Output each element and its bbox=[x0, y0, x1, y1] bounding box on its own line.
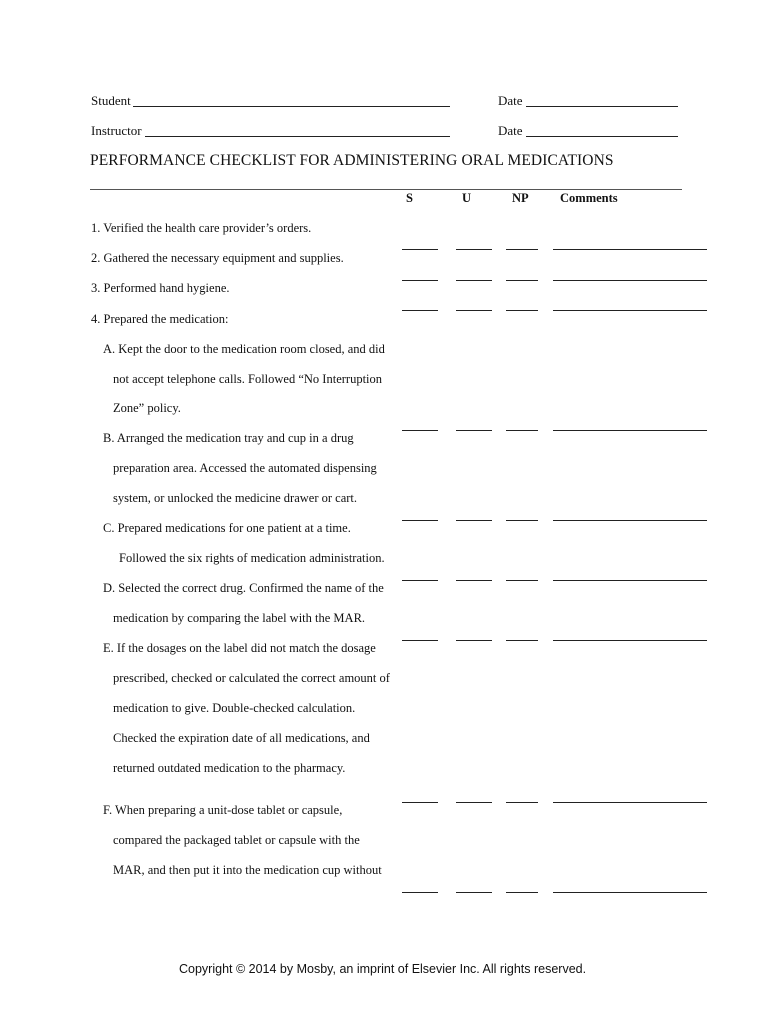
checklist-line: Zone” policy. bbox=[113, 401, 181, 415]
copyright-footer: Copyright © 2014 by Mosby, an imprint of Elsevier Inc. All rights reserved. bbox=[179, 962, 587, 976]
s-rating-blank[interactable] bbox=[402, 802, 438, 803]
checklist-line: 2. Gathered the necessary equipment and supplies. bbox=[91, 251, 344, 265]
comments-blank[interactable] bbox=[553, 520, 707, 521]
checklist-line: system, or unlocked the medicine drawer or cart. bbox=[113, 491, 358, 505]
checklist-line: E. If the dosages on the label did not match the dosage bbox=[103, 641, 376, 655]
checklist-line: Checked the expiration date of all medications, and bbox=[113, 731, 370, 745]
u-rating-blank[interactable] bbox=[456, 520, 492, 521]
checklist-line: medication to give. Double-checked calculation. bbox=[113, 701, 356, 715]
u-rating-blank[interactable] bbox=[456, 892, 492, 893]
u-rating-blank[interactable] bbox=[456, 802, 492, 803]
checklist-line: B. Arranged the medication tray and cup in a drug bbox=[103, 431, 354, 445]
np-rating-blank[interactable] bbox=[506, 802, 538, 803]
comments-blank[interactable] bbox=[553, 280, 707, 281]
column-header-comments: Comments bbox=[560, 191, 618, 205]
comments-blank[interactable] bbox=[553, 640, 707, 641]
column-header-s: S bbox=[406, 191, 413, 205]
u-rating-blank[interactable] bbox=[456, 580, 492, 581]
checklist-line: 3. Performed hand hygiene. bbox=[91, 281, 230, 295]
checklist-line: 1. Verified the health care provider’s orders. bbox=[91, 221, 312, 235]
s-rating-blank[interactable] bbox=[402, 310, 438, 311]
instructor-label: Instructor bbox=[91, 123, 142, 138]
column-header-np: NP bbox=[512, 191, 529, 205]
np-rating-blank[interactable] bbox=[506, 892, 538, 893]
date-field-1[interactable] bbox=[526, 106, 678, 107]
s-rating-blank[interactable] bbox=[402, 580, 438, 581]
checklist-line: compared the packaged tablet or capsule with the bbox=[113, 833, 360, 847]
date-field-2[interactable] bbox=[526, 136, 678, 137]
checklist-line: D. Selected the correct drug. Confirmed the name of the bbox=[103, 581, 384, 595]
u-rating-blank[interactable] bbox=[456, 310, 492, 311]
checklist-line: A. Kept the door to the medication room closed, and did bbox=[103, 342, 385, 356]
student-label: Student bbox=[91, 93, 131, 108]
checklist-line: returned outdated medication to the pharmacy. bbox=[113, 761, 346, 775]
checklist-line: 4. Prepared the medication: bbox=[91, 312, 229, 326]
comments-blank[interactable] bbox=[553, 580, 707, 581]
comments-blank[interactable] bbox=[553, 430, 707, 431]
s-rating-blank[interactable] bbox=[402, 640, 438, 641]
checklist-line: preparation area. Accessed the automated dispensing bbox=[113, 461, 377, 475]
np-rating-blank[interactable] bbox=[506, 430, 538, 431]
student-field[interactable] bbox=[133, 106, 450, 107]
u-rating-blank[interactable] bbox=[456, 640, 492, 641]
u-rating-blank[interactable] bbox=[456, 430, 492, 431]
np-rating-blank[interactable] bbox=[506, 640, 538, 641]
s-rating-blank[interactable] bbox=[402, 892, 438, 893]
page-title: PERFORMANCE CHECKLIST FOR ADMINISTERING ORAL MEDICATIONS bbox=[90, 152, 614, 169]
checklist-line: F. When preparing a unit-dose tablet or capsule, bbox=[103, 803, 343, 817]
instructor-field[interactable] bbox=[145, 136, 450, 137]
s-rating-blank[interactable] bbox=[402, 249, 438, 250]
comments-blank[interactable] bbox=[553, 310, 707, 311]
checklist-line: medication by comparing the label with the MAR. bbox=[113, 611, 366, 625]
s-rating-blank[interactable] bbox=[402, 520, 438, 521]
title-divider bbox=[90, 189, 682, 190]
checklist-line: not accept telephone calls. Followed “No Interruption bbox=[113, 372, 383, 386]
s-rating-blank[interactable] bbox=[402, 430, 438, 431]
date-label-1: Date bbox=[498, 93, 523, 108]
column-header-u: U bbox=[462, 191, 472, 205]
checklist-line: C. Prepared medications for one patient at a time. bbox=[103, 521, 351, 535]
comments-blank[interactable] bbox=[553, 892, 707, 893]
comments-blank[interactable] bbox=[553, 802, 707, 803]
np-rating-blank[interactable] bbox=[506, 580, 538, 581]
np-rating-blank[interactable] bbox=[506, 280, 538, 281]
s-rating-blank[interactable] bbox=[402, 280, 438, 281]
np-rating-blank[interactable] bbox=[506, 520, 538, 521]
comments-blank[interactable] bbox=[553, 249, 707, 250]
checklist-line: MAR, and then put it into the medication cup without bbox=[113, 863, 382, 877]
checklist-line: prescribed, checked or calculated the correct amount of bbox=[113, 671, 390, 685]
u-rating-blank[interactable] bbox=[456, 280, 492, 281]
np-rating-blank[interactable] bbox=[506, 310, 538, 311]
date-label-2: Date bbox=[498, 123, 523, 138]
u-rating-blank[interactable] bbox=[456, 249, 492, 250]
np-rating-blank[interactable] bbox=[506, 249, 538, 250]
checklist-line: Followed the six rights of medication administration. bbox=[119, 551, 385, 565]
